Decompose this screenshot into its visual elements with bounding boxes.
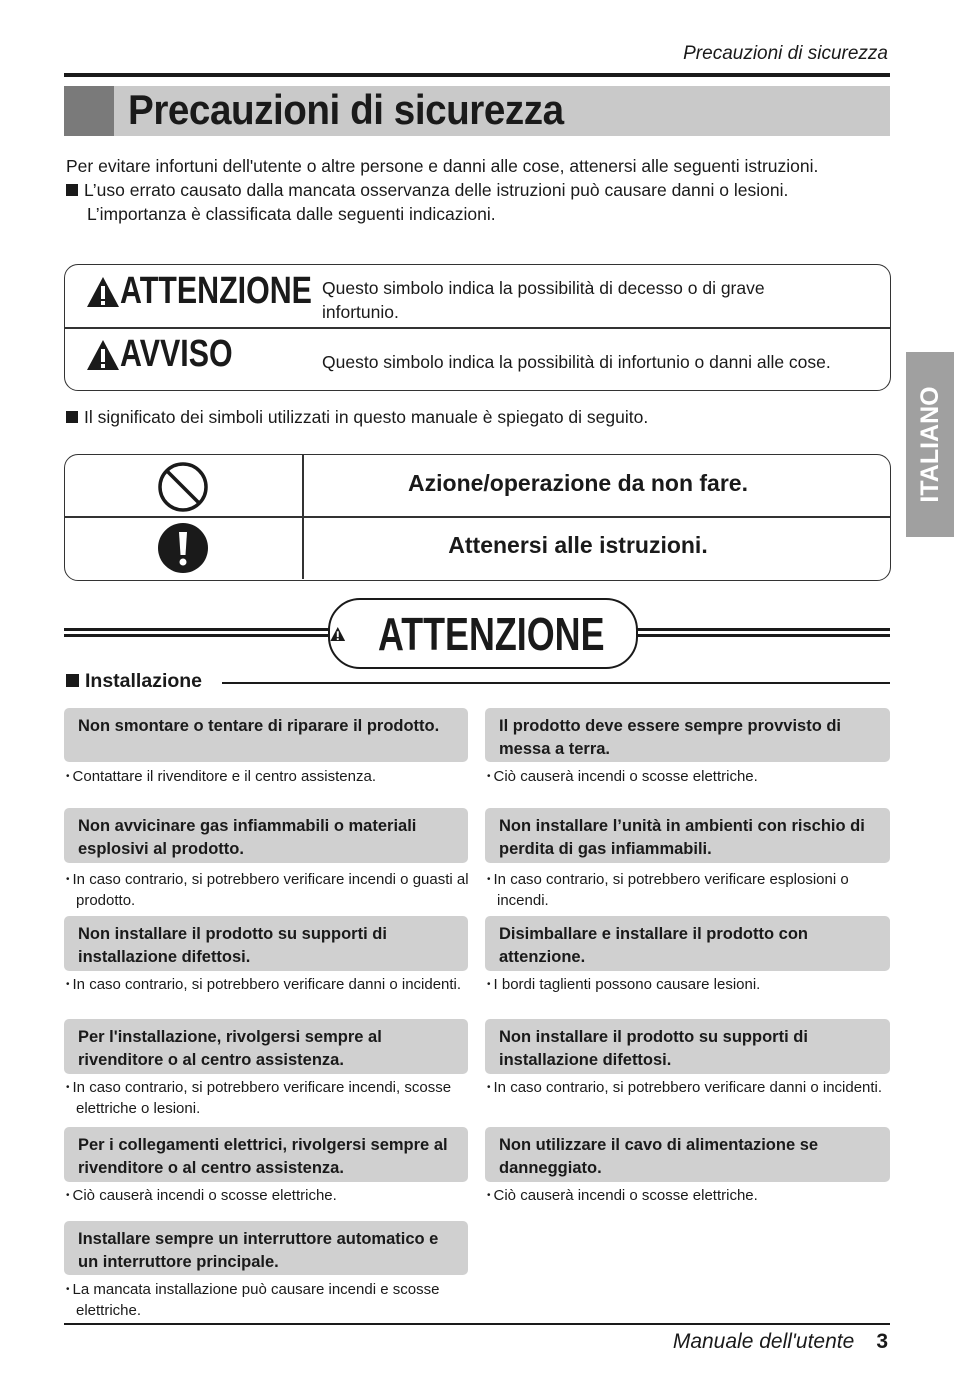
left-item-6-note: • La mancata installazione può causare incendi e scosse elettriche. (66, 1281, 440, 1319)
banner-rule-right-bottom (634, 634, 890, 637)
right-item-4-note: • In caso contrario, si potrebbero verificare danni o incidenti. (487, 1079, 883, 1096)
signal-avviso-label: AVVISO (120, 333, 233, 375)
left-item-3-title: Non installare il prodotto su supporti di installazione difettosi. (64, 916, 468, 971)
signal-avviso-desc: Questo simbolo indica la possibilità di infortunio o danni alle cose. (322, 352, 831, 372)
signal-attenzione (86, 270, 360, 313)
language-tab-label: ITALIANO (916, 386, 944, 503)
banner-rule-right-top (634, 628, 890, 631)
page-footer (673, 1330, 888, 1354)
symbols-horizontal-divider (64, 516, 890, 518)
prohibition-icon (157, 461, 209, 513)
right-item-3-title: Disimballare e installare il prodotto con attenzione. (485, 916, 890, 971)
left-item-5-title: Per i collegamenti elettrici, rivolgersi sempre al rivenditore o al centro assistenza. (64, 1127, 468, 1182)
left-item-1-note: • Contattare il rivenditore e il centro assistenza. (66, 768, 376, 785)
footer-manual-label: Manuale dell'utente (672, 1330, 855, 1353)
signal-attenzione-desc: Questo simbolo indica la possibilità di decesso o di grave infortunio. (322, 278, 765, 322)
symbol-mandatory-label: Attenersi alle istruzioni. (448, 532, 708, 558)
bullet-square-icon (66, 411, 78, 423)
top-rule (64, 73, 890, 77)
attenzione-banner (328, 598, 638, 669)
banner-rule-left-bottom (64, 634, 330, 637)
symbol-prohibition-label: Azione/operazione da non fare. (408, 470, 748, 496)
right-item-5-title: Non utilizzare il cavo di alimentazione se danneggiato. (485, 1127, 890, 1182)
signal-avviso (86, 333, 261, 376)
bullet-square-icon (66, 184, 78, 196)
right-item-1-title: Il prodotto deve essere sempre provvisto di messa a terra. (485, 708, 890, 762)
left-item-2-title: Non avvicinare gas infiammabili o materiali esplosivi al prodotto. (64, 808, 468, 863)
intro-line-3: L’importanza è classificata dalle seguenti indicazioni. (87, 204, 496, 224)
mandatory-icon (157, 522, 209, 574)
banner-label: ATTENZIONE (377, 607, 605, 660)
left-item-3-note: • In caso contrario, si potrebbero verificare danni o incidenti. (66, 976, 462, 993)
intro-text (66, 154, 896, 226)
section-heading: Installazione (66, 670, 208, 693)
left-item-2-note: • In caso contrario, si potrebbero verificare incendi o guasti al prodotto. (66, 871, 469, 909)
page-number: 3 (876, 1330, 888, 1353)
warning-triangle-icon (330, 615, 346, 653)
intro-line-2: L’uso errato causato dalla mancata osservanza delle istruzioni può causare danni o lesioni. (66, 178, 896, 202)
bottom-rule (64, 1323, 890, 1325)
right-item-4-title: Non installare il prodotto su supporti di installazione difettosi. (485, 1019, 890, 1074)
bullet-square-icon (66, 674, 79, 687)
left-item-5-note: • Ciò causerà incendi o scosse elettriche. (66, 1187, 337, 1204)
section-rule (222, 682, 890, 684)
signal-words-divider (64, 327, 890, 329)
warning-triangle-icon (86, 339, 120, 371)
left-item-1-title: Non smontare o tentare di riparare il prodotto. (64, 708, 468, 762)
symbols-intro: Il significato dei simboli utilizzati in questo manuale è spiegato di seguito. (66, 407, 648, 428)
running-header: Precauzioni di sicurezza (683, 43, 888, 64)
right-item-3-note: • I bordi taglienti possono causare lesioni. (487, 976, 761, 993)
right-item-2-note: • In caso contrario, si potrebbero verificare esplosioni o incendi. (487, 871, 849, 909)
signal-attenzione-label: ATTENZIONE (120, 270, 312, 312)
banner-rule-left-top (64, 628, 330, 631)
intro-line-1: Per evitare infortuni dell'utente o altre persone e danni alle cose, attenersi alle seguenti istruzioni. (66, 156, 819, 176)
left-item-4-title: Per l'installazione, rivolgersi sempre al rivenditore o al centro assistenza. (64, 1019, 468, 1074)
right-item-2-title: Non installare l’unità in ambienti con rischio di perdita di gas infiammabili. (485, 808, 890, 863)
title-block (64, 86, 114, 136)
left-item-4-note: • In caso contrario, si potrebbero verificare incendi, scosse elettriche o lesioni. (66, 1079, 452, 1117)
left-item-6-title: Installare sempre un interruttore automatico e un interruttore principale. (64, 1221, 468, 1275)
page-title: Precauzioni di sicurezza (128, 86, 564, 133)
right-item-1-note: • Ciò causerà incendi o scosse elettriche. (487, 768, 758, 785)
warning-triangle-icon (86, 276, 120, 308)
right-item-5-note: • Ciò causerà incendi o scosse elettriche. (487, 1187, 758, 1204)
